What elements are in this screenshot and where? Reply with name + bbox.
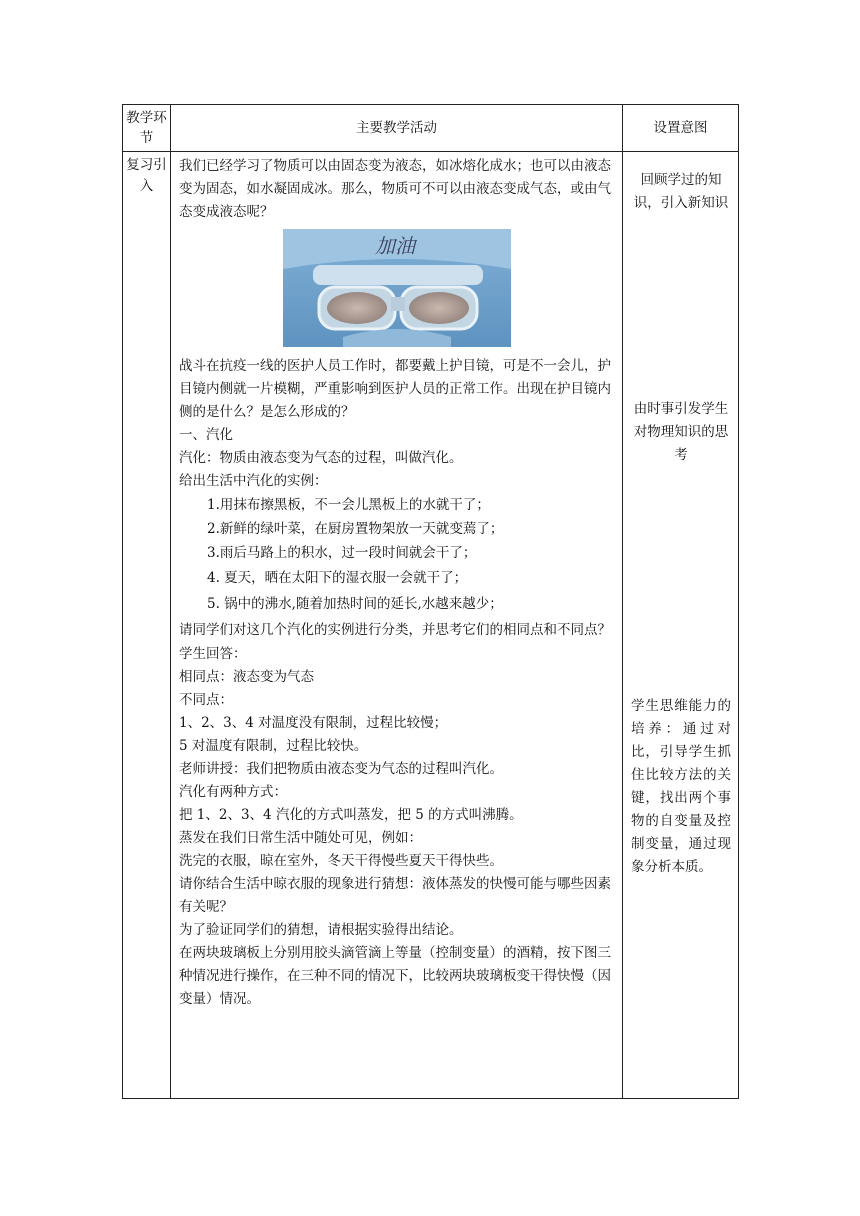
list-item: 5. 锅中的沸水,随着加热时间的延长,水越来越少； <box>207 596 503 612</box>
goggles-photo <box>283 229 511 347</box>
purpose-cell <box>623 152 739 1099</box>
text-line: 洗完的衣服，晾在室外，冬天干得慢些夏天干得快些。 <box>179 853 503 869</box>
activities-cell <box>171 152 623 1099</box>
text-line: 1、2、3、4 对温度没有限制，过程比较慢； <box>179 715 448 731</box>
text-line: 把 1、2、3、4 汽化的方式叫蒸发，把 5 的方式叫沸腾。 <box>179 807 523 823</box>
header-stage-text: 教学环节 <box>126 110 167 146</box>
classify-prompt: 请同学们对这几个汽化的实例进行分类，并思考它们的相同点和不同点？ <box>179 622 611 638</box>
text-line: 老师讲授：我们把物质由液态变为气态的过程叫汽化。 <box>179 761 503 777</box>
purpose-thinking: 学生思维能力的培养：通过对比，引导学生抓住比较方法的关键，找出两个事物的自变量及控制变量，通过现象分析本质。 <box>631 697 731 875</box>
header-activities: 主要教学活动 <box>171 105 623 152</box>
text-line: 在两块玻璃板上分别用胶头滴管滴上等量（控制变量）的酒精，按下图三种情况进行操作，在三种不同的情况下，比较两块玻璃板变干得快慢（因变量）情况。 <box>179 945 611 1007</box>
stage-text: 复习引入 <box>126 157 167 194</box>
stage-cell <box>123 152 171 1099</box>
section-title: 一、汽化 <box>179 427 233 443</box>
text-line: 汽化有两种方式： <box>179 784 287 800</box>
text-line: 不同点： <box>179 692 233 708</box>
intro-paragraph: 我们已经学习了物质可以由固态变为液态，如冰熔化成水；也可以由液态变为固态，如水凝固成冰。那么，物质可不可以由液态变成气态，或由气态变成液态呢？ <box>179 158 611 220</box>
list-item: 3.雨后马路上的积水，过一段时间就会干了； <box>207 545 477 561</box>
lesson-plan-table <box>122 104 739 1099</box>
list-item: 2.新鲜的绿叶菜，在厨房置物架放一天就变蔫了； <box>207 521 504 537</box>
table-row <box>123 152 739 1099</box>
text-line: 蒸发在我们日常生活中随处可见，例如： <box>179 830 422 846</box>
examples-intro: 给出生活中汽化的实例： <box>179 473 328 489</box>
table-header-row <box>123 105 739 152</box>
photo-caption: 加油 <box>375 234 415 258</box>
text-line: 为了验证同学们的猜想，请根据实验得出结论。 <box>179 922 463 938</box>
text-line: 请你结合生活中晾衣服的现象进行猜想：液体蒸发的快慢可能与哪些因素有关呢？ <box>179 876 611 915</box>
definition-text: 汽化：物质由液态变为气态的过程，叫做汽化。 <box>179 450 463 466</box>
text-line: 5 对温度有限制，过程比较快。 <box>179 738 368 754</box>
text-line: 学生回答： <box>179 646 247 662</box>
purpose-review: 回顾学过的知识，引入新知识 <box>633 171 729 211</box>
question-paragraph: 战斗在抗疫一线的医护人员工作时，都要戴上护目镜，可是不一会儿，护目镜内侧就一片模糊，严重影响到医护人员的正常工作。出现在护目镜内侧的是什么？是怎么形成的？ <box>179 358 611 420</box>
header-stage <box>123 105 171 152</box>
text-line: 相同点：液态变为气态 <box>179 669 314 685</box>
list-item: 1.用抹布擦黑板，不一会儿黑板上的水就干了； <box>207 497 490 513</box>
purpose-current-events: 由时事引发学生对物理知识的思考 <box>633 400 729 463</box>
list-item: 4. 夏天，晒在太阳下的湿衣服一会就干了； <box>207 570 468 586</box>
header-purpose: 设置意图 <box>623 105 739 152</box>
